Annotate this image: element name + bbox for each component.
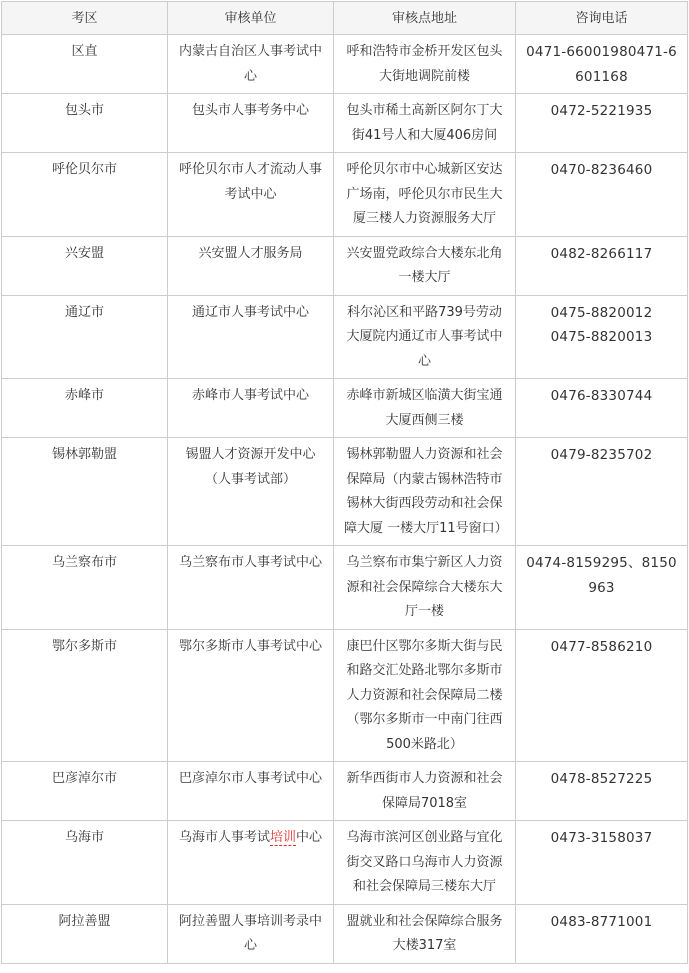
phone-number: 0471-66001980471-6601168 [526, 44, 677, 85]
cell-phone [516, 821, 688, 905]
table-row [2, 438, 688, 546]
cell-phone [516, 904, 688, 963]
cell-unit [168, 821, 334, 905]
cell-unit: 阿拉善盟人事培训考录中心 [168, 904, 334, 963]
header-address: 审核点地址 [334, 2, 516, 35]
table-body [2, 35, 688, 964]
training-keyword-link[interactable]: 培训 [269, 830, 296, 845]
header-row [2, 2, 688, 35]
cell-address: 乌海市滨河区创业路与宜化街交叉路口乌海市人力资源和社会保障局三楼东大厅 [334, 821, 516, 905]
cell-phone [516, 762, 688, 821]
phone-number: 0475-8820013 [550, 329, 653, 345]
header-region: 考区 [2, 2, 168, 35]
cell-region: 兴安盟 [2, 236, 168, 295]
cell-address: 盟就业和社会保障综合服务大楼317室 [334, 904, 516, 963]
table-row [2, 295, 688, 379]
table-row [2, 153, 688, 237]
cell-region: 通辽市 [2, 295, 168, 379]
cell-address: 兴安盟党政综合大楼东北角一楼大厅 [334, 236, 516, 295]
cell-phone [516, 546, 688, 630]
cell-unit: 巴彦淖尔市人事考试中心 [168, 762, 334, 821]
phone-number: 0477-8586210 [550, 638, 653, 655]
exam-review-sites-table [1, 1, 688, 964]
table-row [2, 546, 688, 630]
phone-number: 0478-8527225 [550, 771, 653, 787]
table-row [2, 35, 688, 94]
table-row [2, 94, 688, 153]
cell-region: 乌海市 [2, 821, 168, 905]
cell-unit: 呼伦贝尔市人才流动人事考试中心 [168, 153, 334, 237]
cell-address: 赤峰市新城区临潢大街宝通大厦西侧三楼 [334, 379, 516, 438]
cell-region: 包头市 [2, 94, 168, 153]
cell-phone [516, 94, 688, 153]
cell-region: 呼伦贝尔市 [2, 153, 168, 237]
cell-region: 鄂尔多斯市 [2, 629, 168, 762]
table-row [2, 762, 688, 821]
cell-unit: 乌兰察布市人事考试中心 [168, 546, 334, 630]
cell-phone [516, 35, 688, 94]
cell-address: 康巴什区鄂尔多斯大街与民和路交汇处路北鄂尔多斯市人力资源和社会保障局二楼（鄂尔多斯市一中南门往西500米路北） [334, 629, 516, 762]
cell-address: 乌兰察布市集宁新区人力资源和社会保障综合大楼东大厅一楼 [334, 546, 516, 630]
cell-unit: 兴安盟人才服务局 [168, 236, 334, 295]
cell-region: 阿拉善盟 [2, 904, 168, 963]
phone-number: 0470-8236460 [550, 162, 653, 178]
cell-phone [516, 153, 688, 237]
phone-number: 0483-8771001 [550, 913, 653, 930]
phone-number: 0475-8820012 [550, 304, 653, 321]
cell-address: 科尔沁区和平路739号劳动大厦院内通辽市人事考试中心 [334, 295, 516, 379]
cell-address: 新华西街市人力资源和社会保障局7018室 [334, 762, 516, 821]
cell-region: 锡林郭勒盟 [2, 438, 168, 546]
unit-text: 乌海市人事考试 [178, 830, 270, 845]
cell-region: 巴彦淖尔市 [2, 762, 168, 821]
cell-unit: 包头市人事考务中心 [168, 94, 334, 153]
cell-address: 呼和浩特市金桥开发区包头大街地调院前楼 [334, 35, 516, 94]
phone-number: 0473-3158037 [550, 830, 653, 846]
cell-region: 赤峰市 [2, 379, 168, 438]
table-row [2, 904, 688, 963]
cell-address: 呼伦贝尔市中心城新区安达广场南，呼伦贝尔市民生大厦三楼人力资源服务大厅 [334, 153, 516, 237]
phone-number: 0482-8266117 [550, 245, 653, 262]
header-phone: 咨询电话 [516, 2, 688, 35]
table-row [2, 236, 688, 295]
phone-number: 0472-5221935 [550, 103, 653, 119]
cell-unit: 鄂尔多斯市人事考试中心 [168, 629, 334, 762]
cell-phone [516, 295, 688, 379]
cell-region: 区直 [2, 35, 168, 94]
table-header [2, 2, 688, 35]
cell-address: 包头市稀土高新区阿尔丁大街41号人和大厦406房间 [334, 94, 516, 153]
cell-unit: 赤峰市人事考试中心 [168, 379, 334, 438]
table-row [2, 629, 688, 762]
cell-phone [516, 236, 688, 295]
phone-number: 0479-8235702 [550, 447, 653, 463]
cell-phone [516, 629, 688, 762]
unit-text: 中心 [296, 830, 323, 845]
cell-unit: 锡盟人才资源开发中心（人事考试部） [168, 438, 334, 546]
cell-phone [516, 438, 688, 546]
table-row [2, 821, 688, 905]
cell-unit: 通辽市人事考试中心 [168, 295, 334, 379]
cell-region: 乌兰察布市 [2, 546, 168, 630]
table-row [2, 379, 688, 438]
header-unit: 审核单位 [168, 2, 334, 35]
phone-number: 0474-8159295、8150963 [526, 555, 677, 596]
cell-phone [516, 379, 688, 438]
cell-unit: 内蒙古自治区人事考试中心 [168, 35, 334, 94]
phone-number: 0476-8330744 [550, 388, 653, 404]
cell-address: 锡林郭勒盟人力资源和社会保障局（内蒙古锡林浩特市锡林大街西段劳动和社会保障大厦 一楼大厅11号窗口） [334, 438, 516, 546]
